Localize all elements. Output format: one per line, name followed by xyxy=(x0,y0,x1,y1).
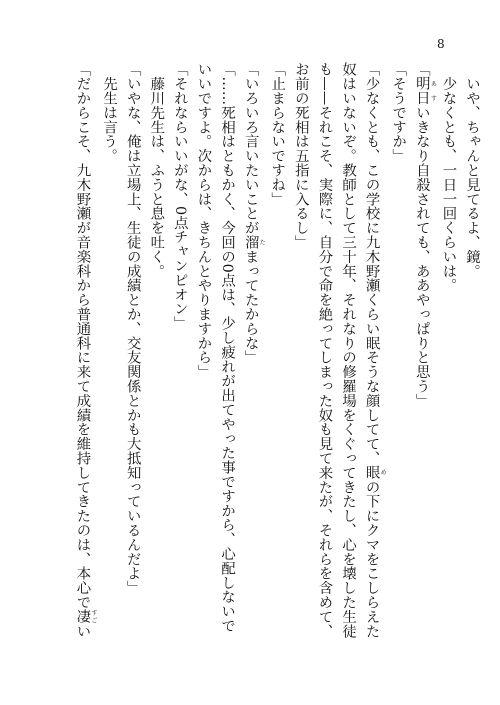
text-line xyxy=(409,62,436,662)
text-segment: お前の死相は五指に入るし」 xyxy=(292,62,309,250)
text-line xyxy=(238,62,265,662)
text-segment: 「いやな、俺は立場上、生徒の成績とか、交友関係とかも大抵知っているんだよ」 xyxy=(124,62,141,595)
text-line xyxy=(214,62,238,662)
text-line xyxy=(335,62,359,662)
ruby-word xyxy=(74,609,97,624)
text-segment: 藤川先生は、ふうと息を吐く。 xyxy=(148,62,165,278)
text-segment: 「それならいいがな、0点チャンピオン」 xyxy=(171,62,188,331)
text-line xyxy=(359,62,386,662)
ruby-word xyxy=(242,234,266,250)
text-line xyxy=(265,62,289,662)
ruby-reading: あす xyxy=(429,76,437,106)
text-segment: 少なくとも、一日一回くらいは。 xyxy=(440,62,457,293)
ruby-base: 凄 xyxy=(74,609,91,624)
text-segment: 「 xyxy=(413,62,430,77)
ruby-base: 明日 xyxy=(413,76,430,106)
text-segment: 「だからこそ、九木野瀬が音楽科から普通科に来て成績を維持してきたのは、本心で xyxy=(74,62,91,610)
text-line xyxy=(97,62,121,662)
text-segment: 「そうですか」 xyxy=(390,62,407,163)
text-line xyxy=(436,62,460,662)
ruby-word xyxy=(363,465,387,480)
text-segment: の下にクマをこしらえた xyxy=(363,479,380,639)
ruby-reading: め xyxy=(379,465,387,480)
ruby-base: 眼 xyxy=(363,465,380,480)
text-line xyxy=(191,62,215,662)
text-line xyxy=(312,62,336,662)
ruby-base: 溜 xyxy=(242,234,259,250)
ruby-reading: た xyxy=(258,234,266,250)
page-number: 8 xyxy=(437,37,445,51)
text-segment: も——それこそ、実際に、自分で命を絶ってしまった奴も見て来たが、それらを含めて、 xyxy=(316,62,333,638)
text-line xyxy=(167,62,191,662)
text-line xyxy=(70,62,97,662)
body-text xyxy=(74,62,483,662)
text-segment: い xyxy=(74,623,91,639)
text-line xyxy=(144,62,168,662)
text-segment: いや、ちゃんと見てるよ、鏡。 xyxy=(464,62,480,278)
text-line xyxy=(120,62,144,662)
text-segment: 「少なくとも、この学校に九木野瀬くらい眠そうな顔してて、 xyxy=(363,62,380,466)
text-segment: 「いろいろ言いたいことが xyxy=(242,62,259,235)
ruby-word xyxy=(413,76,437,106)
text-segment: まってたからな」 xyxy=(242,249,259,365)
text-segment: 「止まらないですね」 xyxy=(269,62,286,206)
text-segment: いいですよ。次からは、きちんとやりますから」 xyxy=(195,62,212,379)
text-line xyxy=(459,62,483,662)
text-segment: 奴はいないぞ。教師として三十年、それなりの修羅場をくぐってきたし、心を壊した生徒 xyxy=(340,62,357,638)
text-segment: いきなり自殺されても、ああやっぱりと思う」 xyxy=(413,105,430,408)
ruby-reading: すご xyxy=(90,609,97,624)
text-segment: 「……死相はともかく、今回の0点は、少し疲れが出てやった事ですから、心配しないで xyxy=(219,62,236,633)
text-line xyxy=(288,62,312,662)
text-segment: 先生は言う。 xyxy=(101,62,118,163)
text-line xyxy=(386,62,410,662)
